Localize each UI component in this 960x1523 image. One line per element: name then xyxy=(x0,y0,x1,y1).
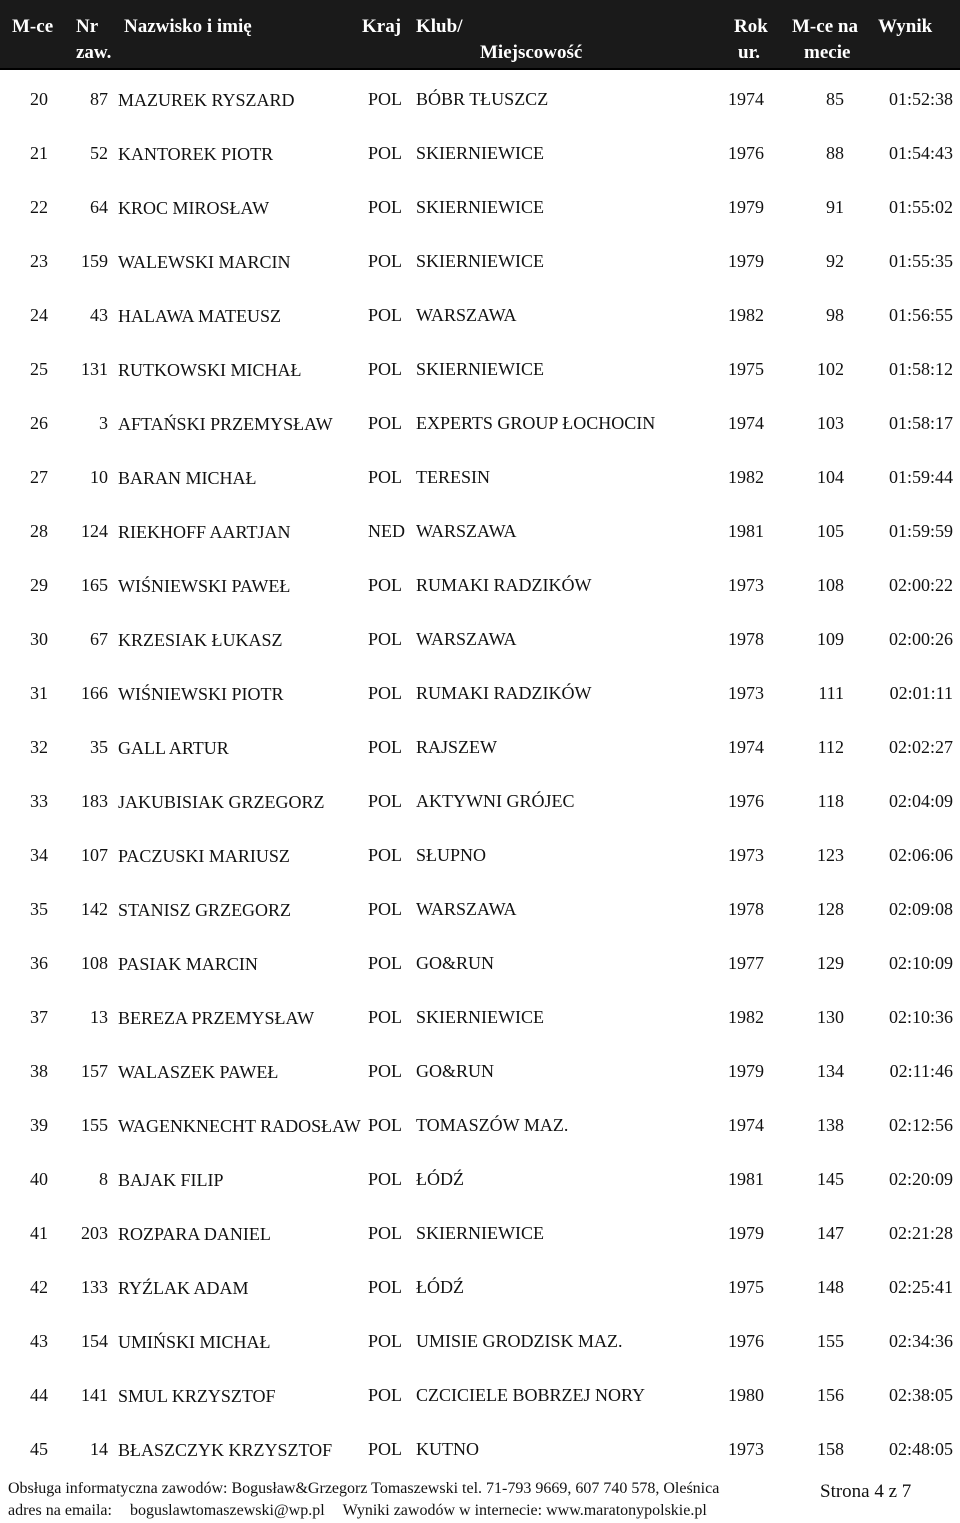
country-cell: POL xyxy=(368,791,403,811)
birth-year-cell: 1974 xyxy=(728,89,764,109)
club-cell: CZCICIELE BOBRZEJ NORY xyxy=(416,1385,646,1405)
place-cell: 40 xyxy=(30,1169,48,1189)
result-time-cell: 02:10:09 xyxy=(888,953,953,973)
category-place-cell: 91 xyxy=(826,197,844,217)
name-cell: BŁASZCZYK KRZYSZTOF xyxy=(118,1440,333,1460)
club-cell: ŁÓDŹ xyxy=(416,1277,464,1297)
birth-year-cell: 1979 xyxy=(728,197,764,217)
result-time-cell: 02:10:36 xyxy=(888,1007,953,1027)
category-place-cell: 85 xyxy=(826,89,844,109)
name-cell: RIEKHOFF AARTJAN xyxy=(118,522,291,542)
country-cell: POL xyxy=(368,629,403,649)
place-cell: 35 xyxy=(30,899,48,919)
name-cell: KANTOREK PIOTR xyxy=(118,144,274,164)
country-cell: POL xyxy=(368,1115,403,1135)
country-cell: POL xyxy=(368,89,403,109)
birth-year-cell: 1981 xyxy=(728,521,764,541)
country-cell: POL xyxy=(368,953,403,973)
result-time-cell: 01:52:38 xyxy=(888,89,953,109)
name-cell: BAJAK FILIP xyxy=(118,1170,224,1190)
name-cell: BEREZA PRZEMYSŁAW xyxy=(118,1008,315,1028)
page-number: Strona 4 z 7 xyxy=(820,1481,912,1502)
club-cell: SKIERNIEWICE xyxy=(416,143,544,163)
place-cell: 38 xyxy=(30,1061,48,1081)
result-time-cell: 01:55:35 xyxy=(888,251,953,271)
table-row xyxy=(0,1052,960,1106)
result-time-cell: 02:01:11 xyxy=(889,683,953,703)
bib-number-cell: 35 xyxy=(90,737,108,757)
birth-year-cell: 1973 xyxy=(728,1439,764,1459)
club-cell: UMISIE GRODZISK MAZ. xyxy=(416,1331,623,1351)
header-year-line2: ur. xyxy=(738,42,761,63)
table-row xyxy=(0,782,960,836)
club-cell: WARSZAWA xyxy=(416,305,517,325)
bib-number-cell: 159 xyxy=(81,251,108,271)
birth-year-cell: 1976 xyxy=(728,1331,764,1351)
country-cell: POL xyxy=(368,413,403,433)
category-place-cell: 156 xyxy=(817,1385,844,1405)
category-place-cell: 130 xyxy=(817,1007,844,1027)
header-name: Nazwisko i imię xyxy=(124,16,252,37)
result-time-cell: 01:59:59 xyxy=(888,521,953,541)
table-row xyxy=(0,188,960,242)
name-cell: RUTKOWSKI MICHAŁ xyxy=(118,360,302,380)
bib-number-cell: 124 xyxy=(81,521,108,541)
club-cell: SŁUPNO xyxy=(416,845,487,865)
bib-number-cell: 183 xyxy=(81,791,108,811)
club-cell: GO&RUN xyxy=(416,1061,495,1081)
place-cell: 43 xyxy=(30,1331,48,1351)
bib-number-cell: 64 xyxy=(90,197,108,217)
place-cell: 24 xyxy=(30,305,48,325)
place-cell: 21 xyxy=(30,143,48,163)
table-row xyxy=(0,1214,960,1268)
header-nr-line2: zaw. xyxy=(76,42,112,63)
header-nr xyxy=(76,14,111,66)
place-cell: 22 xyxy=(30,197,48,217)
country-cell: POL xyxy=(368,251,403,271)
club-cell: SKIERNIEWICE xyxy=(416,1007,544,1027)
category-place-cell: 118 xyxy=(817,791,844,811)
birth-year-cell: 1973 xyxy=(728,575,764,595)
name-cell: WAGENKNECHT RADOSŁAW xyxy=(118,1116,361,1136)
result-time-cell: 02:20:09 xyxy=(888,1169,953,1189)
table-row xyxy=(0,1322,960,1376)
header-year xyxy=(734,14,768,66)
category-place-cell: 123 xyxy=(817,845,844,865)
bib-number-cell: 154 xyxy=(81,1331,108,1351)
bib-number-cell: 108 xyxy=(81,953,108,973)
place-cell: 33 xyxy=(30,791,48,811)
name-cell: MAZUREK RYSZARD xyxy=(118,90,295,110)
name-cell: STANISZ GRZEGORZ xyxy=(118,900,292,920)
category-place-cell: 128 xyxy=(817,899,844,919)
category-place-cell: 147 xyxy=(817,1223,844,1243)
category-place-cell: 102 xyxy=(817,359,844,379)
category-place-cell: 88 xyxy=(826,143,844,163)
place-cell: 39 xyxy=(30,1115,48,1135)
country-cell: POL xyxy=(368,683,403,703)
name-cell: WALASZEK PAWEŁ xyxy=(118,1062,279,1082)
table-row xyxy=(0,566,960,620)
club-cell: TERESIN xyxy=(416,467,490,487)
place-cell: 30 xyxy=(30,629,48,649)
bib-number-cell: 87 xyxy=(90,89,108,109)
name-cell: HALAWA MATEUSZ xyxy=(118,306,282,326)
table-row xyxy=(0,1106,960,1160)
header-result: Wynik xyxy=(878,16,933,37)
header-club xyxy=(416,14,582,66)
category-place-cell: 134 xyxy=(817,1061,844,1081)
bib-number-cell: 155 xyxy=(81,1115,108,1135)
place-cell: 27 xyxy=(30,467,48,487)
bib-number-cell: 166 xyxy=(81,683,108,703)
header-cat-place xyxy=(792,14,858,66)
birth-year-cell: 1982 xyxy=(728,1007,764,1027)
country-cell: POL xyxy=(368,1277,403,1297)
table-row xyxy=(0,242,960,296)
country-cell: POL xyxy=(368,899,403,919)
country-cell: POL xyxy=(368,575,403,595)
category-place-cell: 104 xyxy=(817,467,844,487)
result-time-cell: 02:11:46 xyxy=(889,1061,953,1081)
club-cell: AKTYWNI GRÓJEC xyxy=(416,791,575,811)
country-cell: NED xyxy=(368,521,405,541)
country-cell: POL xyxy=(368,305,403,325)
country-cell: POL xyxy=(368,1007,403,1027)
category-place-cell: 129 xyxy=(817,953,844,973)
table-row xyxy=(0,890,960,944)
result-time-cell: 01:59:44 xyxy=(888,467,953,487)
club-cell: SKIERNIEWICE xyxy=(416,251,544,271)
country-cell: POL xyxy=(368,359,403,379)
club-cell: ŁÓDŹ xyxy=(416,1169,464,1189)
result-time-cell: 01:58:17 xyxy=(888,413,953,433)
birth-year-cell: 1981 xyxy=(728,1169,764,1189)
result-time-cell: 02:21:28 xyxy=(888,1223,953,1243)
footer-results-online: Wyniki zawodów w internecie: www.maratonypolskie.pl xyxy=(342,1502,707,1519)
bib-number-cell: 142 xyxy=(81,899,108,919)
birth-year-cell: 1978 xyxy=(728,629,764,649)
name-cell: BARAN MICHAŁ xyxy=(118,468,257,488)
header-year-line1: Rok xyxy=(734,16,768,37)
country-cell: POL xyxy=(368,1385,403,1405)
result-time-cell: 02:12:56 xyxy=(888,1115,953,1135)
table-row xyxy=(0,458,960,512)
bib-number-cell: 203 xyxy=(81,1223,108,1243)
table-row xyxy=(0,674,960,728)
birth-year-cell: 1975 xyxy=(728,1277,764,1297)
club-cell: SKIERNIEWICE xyxy=(416,359,544,379)
club-cell: EXPERTS GROUP ŁOCHOCIN xyxy=(416,413,656,433)
place-cell: 23 xyxy=(30,251,48,271)
place-cell: 34 xyxy=(30,845,48,865)
category-place-cell: 145 xyxy=(817,1169,844,1189)
country-cell: POL xyxy=(368,467,403,487)
result-time-cell: 01:54:43 xyxy=(888,143,953,163)
table-row xyxy=(0,998,960,1052)
bib-number-cell: 141 xyxy=(81,1385,108,1405)
category-place-cell: 111 xyxy=(818,683,844,703)
result-time-cell: 02:25:41 xyxy=(888,1277,953,1297)
category-place-cell: 138 xyxy=(817,1115,844,1135)
header-club-line2: Miejscowość xyxy=(480,42,583,63)
name-cell: UMIŃSKI MICHAŁ xyxy=(118,1332,271,1352)
result-time-cell: 01:58:12 xyxy=(888,359,953,379)
bib-number-cell: 10 xyxy=(90,467,108,487)
birth-year-cell: 1974 xyxy=(728,413,764,433)
club-cell: RAJSZEW xyxy=(416,737,497,757)
birth-year-cell: 1979 xyxy=(728,1061,764,1081)
place-cell: 26 xyxy=(30,413,48,433)
footer xyxy=(8,1478,808,1522)
place-cell: 32 xyxy=(30,737,48,757)
birth-year-cell: 1979 xyxy=(728,1223,764,1243)
name-cell: RYŹLAK ADAM xyxy=(118,1278,249,1298)
footer-email-label: adres na emaila: xyxy=(8,1502,112,1519)
birth-year-cell: 1982 xyxy=(728,467,764,487)
name-cell: WIŚNIEWSKI PAWEŁ xyxy=(118,576,291,596)
country-cell: POL xyxy=(368,143,403,163)
place-cell: 42 xyxy=(30,1277,48,1297)
name-cell: KROC MIROSŁAW xyxy=(118,198,270,218)
place-cell: 44 xyxy=(30,1385,48,1405)
name-cell: AFTAŃSKI PRZEMYSŁAW xyxy=(118,414,333,434)
category-place-cell: 103 xyxy=(817,413,844,433)
category-place-cell: 112 xyxy=(817,737,844,757)
club-cell: KUTNO xyxy=(416,1439,479,1459)
result-time-cell: 01:55:02 xyxy=(888,197,953,217)
club-cell: SKIERNIEWICE xyxy=(416,197,544,217)
name-cell: KRZESIAK ŁUKASZ xyxy=(118,630,283,650)
footer-email: boguslawtomaszewski@wp.pl xyxy=(129,1502,325,1519)
birth-year-cell: 1978 xyxy=(728,899,764,919)
bib-number-cell: 165 xyxy=(81,575,108,595)
place-cell: 29 xyxy=(30,575,48,595)
category-place-cell: 148 xyxy=(817,1277,844,1297)
header-divider xyxy=(0,68,960,70)
bib-number-cell: 14 xyxy=(90,1439,108,1459)
country-cell: POL xyxy=(368,1169,403,1189)
bib-number-cell: 107 xyxy=(81,845,108,865)
category-place-cell: 105 xyxy=(817,521,844,541)
table-row xyxy=(0,1160,960,1214)
table-header xyxy=(0,0,960,70)
bib-number-cell: 157 xyxy=(81,1061,108,1081)
header-nr-line1: Nr xyxy=(76,16,99,37)
table-row xyxy=(0,404,960,458)
name-cell: GALL ARTUR xyxy=(118,738,229,758)
place-cell: 36 xyxy=(30,953,48,973)
table-row xyxy=(0,296,960,350)
birth-year-cell: 1977 xyxy=(728,953,764,973)
country-cell: POL xyxy=(368,1439,403,1459)
table-row xyxy=(0,944,960,998)
name-cell: PASIAK MARCIN xyxy=(118,954,258,974)
birth-year-cell: 1974 xyxy=(728,737,764,757)
bib-number-cell: 131 xyxy=(81,359,108,379)
name-cell: WALEWSKI MARCIN xyxy=(118,252,291,272)
result-time-cell: 02:00:26 xyxy=(888,629,953,649)
result-time-cell: 02:06:06 xyxy=(888,845,953,865)
category-place-cell: 109 xyxy=(817,629,844,649)
name-cell: ROZPARA DANIEL xyxy=(118,1224,271,1244)
birth-year-cell: 1976 xyxy=(728,791,764,811)
place-cell: 28 xyxy=(30,521,48,541)
table-row xyxy=(0,350,960,404)
birth-year-cell: 1976 xyxy=(728,143,764,163)
bib-number-cell: 8 xyxy=(99,1169,108,1189)
name-cell: PACZUSKI MARIUSZ xyxy=(118,846,290,866)
footer-service-info: Obsługa informatyczna zawodów: Bogusław&Grzegorz Tomaszewski tel. 71-793 9669, 607 740 578, Oleśnica xyxy=(8,1480,720,1497)
table-row xyxy=(0,1376,960,1430)
category-place-cell: 155 xyxy=(817,1331,844,1351)
country-cell: POL xyxy=(368,845,403,865)
name-cell: WIŚNIEWSKI PIOTR xyxy=(118,684,284,704)
country-cell: POL xyxy=(368,1331,403,1351)
table-row xyxy=(0,134,960,188)
result-time-cell: 02:34:36 xyxy=(888,1331,953,1351)
result-time-cell: 02:00:22 xyxy=(888,575,953,595)
place-cell: 31 xyxy=(30,683,48,703)
table-row xyxy=(0,620,960,674)
category-place-cell: 158 xyxy=(817,1439,844,1459)
category-place-cell: 92 xyxy=(826,251,844,271)
country-cell: POL xyxy=(368,1223,403,1243)
club-cell: GO&RUN xyxy=(416,953,495,973)
result-time-cell: 02:04:09 xyxy=(888,791,953,811)
club-cell: WARSZAWA xyxy=(416,629,517,649)
birth-year-cell: 1980 xyxy=(728,1385,764,1405)
bib-number-cell: 13 xyxy=(90,1007,108,1027)
birth-year-cell: 1982 xyxy=(728,305,764,325)
birth-year-cell: 1979 xyxy=(728,251,764,271)
table-row xyxy=(0,512,960,566)
category-place-cell: 98 xyxy=(826,305,844,325)
country-cell: POL xyxy=(368,737,403,757)
result-time-cell: 01:56:55 xyxy=(888,305,953,325)
place-cell: 37 xyxy=(30,1007,48,1027)
table-row xyxy=(0,1430,960,1484)
club-cell: RUMAKI RADZIKÓW xyxy=(416,683,592,703)
birth-year-cell: 1973 xyxy=(728,683,764,703)
table-row xyxy=(0,80,960,134)
bib-number-cell: 43 xyxy=(90,305,108,325)
name-cell: SMUL KRZYSZTOF xyxy=(118,1386,276,1406)
club-cell: RUMAKI RADZIKÓW xyxy=(416,575,592,595)
place-cell: 20 xyxy=(30,89,48,109)
country-cell: POL xyxy=(368,197,403,217)
birth-year-cell: 1974 xyxy=(728,1115,764,1135)
club-cell: SKIERNIEWICE xyxy=(416,1223,544,1243)
country-cell: POL xyxy=(368,1061,403,1081)
result-time-cell: 02:38:05 xyxy=(888,1385,953,1405)
result-time-cell: 02:02:27 xyxy=(888,737,953,757)
place-cell: 25 xyxy=(30,359,48,379)
place-cell: 45 xyxy=(30,1439,48,1459)
result-time-cell: 02:48:05 xyxy=(888,1439,953,1459)
header-cat-place-line1: M-ce na xyxy=(792,16,858,37)
bib-number-cell: 52 xyxy=(90,143,108,163)
header-place: M-ce xyxy=(12,16,54,37)
footer-contact-line xyxy=(8,1500,808,1522)
category-place-cell: 108 xyxy=(817,575,844,595)
bib-number-cell: 3 xyxy=(99,413,108,433)
table-row xyxy=(0,836,960,890)
club-cell: TOMASZÓW MAZ. xyxy=(416,1115,569,1135)
club-cell: WARSZAWA xyxy=(416,899,517,919)
club-cell: BÓBR TŁUSZCZ xyxy=(416,89,549,109)
place-cell: 41 xyxy=(30,1223,48,1243)
birth-year-cell: 1975 xyxy=(728,359,764,379)
name-cell: JAKUBISIAK GRZEGORZ xyxy=(118,792,325,812)
header-cat-place-line2: mecie xyxy=(804,42,851,63)
birth-year-cell: 1973 xyxy=(728,845,764,865)
bib-number-cell: 67 xyxy=(90,629,108,649)
table-row xyxy=(0,1268,960,1322)
result-time-cell: 02:09:08 xyxy=(888,899,953,919)
header-club-line1: Klub/ xyxy=(416,16,463,37)
table-row xyxy=(0,728,960,782)
bib-number-cell: 133 xyxy=(81,1277,108,1297)
header-country: Kraj xyxy=(362,16,402,37)
club-cell: WARSZAWA xyxy=(416,521,517,541)
